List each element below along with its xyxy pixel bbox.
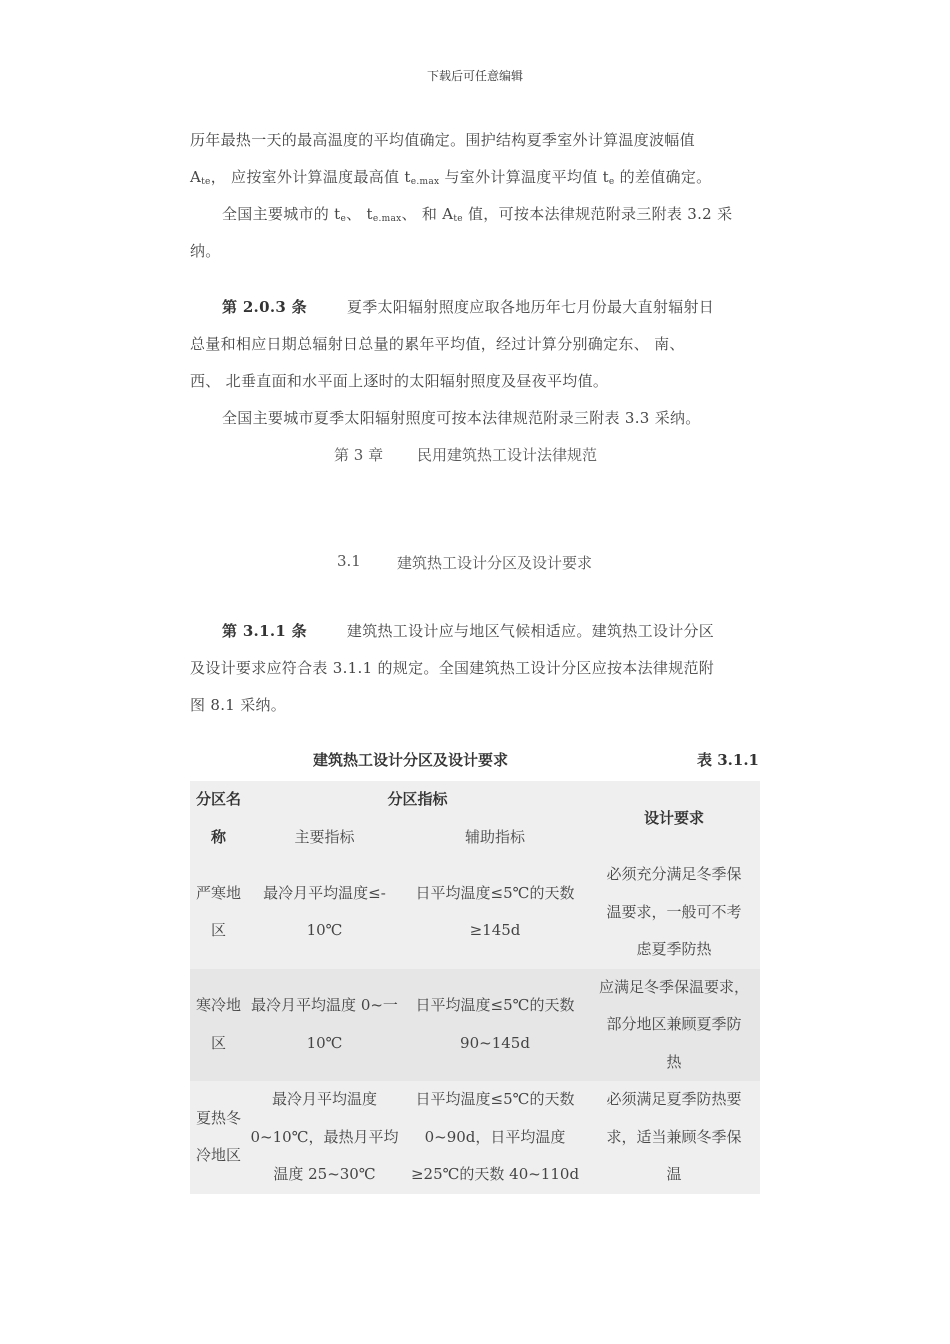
zoning-table [190, 781, 760, 1194]
header-zone-name-a: 分区名 [195, 790, 241, 808]
article-label: 第 3.1.1 条 [222, 622, 307, 640]
table-row [190, 969, 760, 1082]
chapter-title: 民用建筑热工设计法律规范 [417, 446, 598, 464]
header-main-index: 主要指标 [294, 827, 355, 846]
table-number: 表 3.1.1 [697, 751, 759, 769]
table-row [190, 1081, 760, 1194]
article-3-1-1: 第 3.1.1 条 建筑热工设计应与地区气候相适应。建筑热工设计分区 [222, 622, 715, 640]
aux-index: 日平均温度≤5℃的天数 ≥145d [415, 883, 575, 940]
paragraph-line: 纳。 [190, 242, 221, 260]
paragraph-line: 及设计要求应符合表 3.1.1 的规定。全国建筑热工设计分区应按本法律规范附 [190, 659, 715, 677]
article-label: 第 2.0.3 条 [222, 298, 307, 316]
main-index: 最冷月平均温度≤- 10℃ [263, 883, 386, 940]
paragraph-line: 西、 北垂直面和水平面上逐时的太阳辐射照度及昼夜平均值。 [190, 372, 609, 390]
main-index: 最冷月平均温度 0~一 10℃ [251, 996, 398, 1052]
table-row [190, 856, 760, 969]
paragraph-line: $A_{te}$， 应按室外计算温度最高值 $t_{e.max}$ 与室外计算温度平均值 $t_e$ 的差值确定。 [190, 168, 712, 187]
design-req: 必须满足夏季防热要 求，适当兼顾冬季保 温 [606, 1090, 742, 1183]
section-number: 3.1 [337, 552, 361, 570]
header-aux-index: 辅助指标 [464, 827, 525, 846]
section-title: 建筑热工设计分区及设计要求 [397, 554, 593, 572]
aux-index: 日平均温度≤5℃的天数 90~145d [415, 996, 575, 1052]
design-req: 应满足冬季保温要求， 部分地区兼顾夏季防 热 [598, 977, 749, 1071]
page-header: 下载后可任意编辑 [426, 69, 523, 83]
article-2-0-3: 第 2.0.3 条 夏季太阳辐射照度应取各地历年七月份最大直射辐射日 [222, 298, 715, 316]
paragraph-line: 图 8.1 采纳。 [190, 696, 287, 714]
paragraph-line: 全国主要城市夏季太阳辐射照度可按本法律规范附录三附表 3.3 采纳。 [222, 409, 701, 427]
header-zone-name-b: 称 [210, 827, 226, 846]
main-index: 最冷月平均温度 0~10℃，最热月平均 温度 25~30℃ [250, 1090, 399, 1183]
paragraph-line: 总量和相应日期总辐射日总量的累年平均值，经过计算分别确定东、 南、 [190, 335, 685, 353]
aux-index: 日平均温度≤5℃的天数 0~90d，日平均温度 ≥25℃的天数 40~110d [410, 1090, 580, 1183]
table-caption: 建筑热工设计分区及设计要求 [313, 751, 509, 769]
header-design-req: 设计要求 [643, 808, 704, 827]
zone-name: 严寒地 区 [195, 883, 241, 940]
zone-name: 寒冷地 区 [195, 996, 241, 1052]
design-req: 必须充分满足冬季保 温要求，一般可不考 虑夏季防热 [606, 865, 742, 958]
zone-name: 夏热冬 冷地区 [195, 1108, 241, 1165]
header-zone-index: 分区指标 [387, 790, 448, 808]
paragraph-line: 历年最热一天的最高温度的平均值确定。围护结构夏季室外计算温度波幅值 [190, 131, 695, 149]
paragraph-line: 全国主要城市的 $t_e$、 $t_{e.max}$、 和 $A_{te}$ 值，可按本法律规范附录三附表 3.2 采 [222, 205, 733, 224]
chapter-number: 第 3 章 [334, 446, 384, 464]
